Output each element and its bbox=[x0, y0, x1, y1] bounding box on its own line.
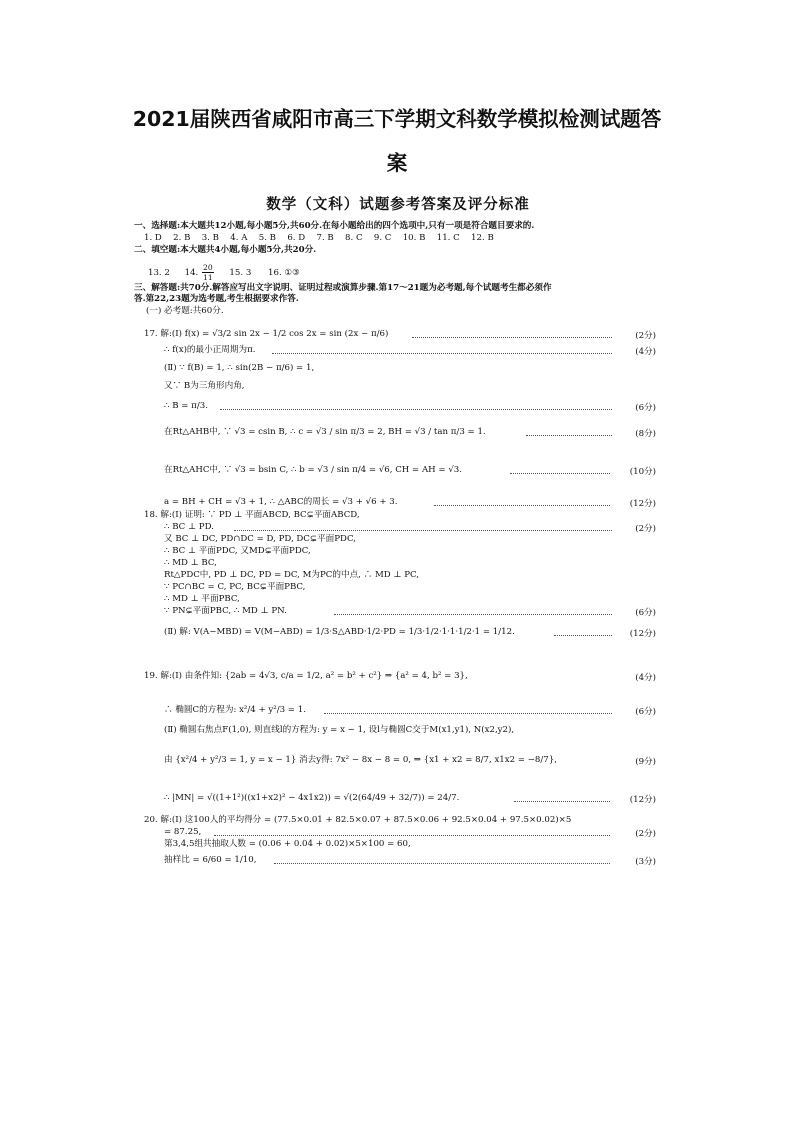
q18-line-7: ∵ PC∩BC = C, PC, BC⊊平面PBC, bbox=[164, 582, 306, 592]
q18-score-10: (12分) bbox=[629, 629, 656, 639]
answer-14-label: 14. bbox=[184, 268, 199, 278]
q18-line-2: ∴ BC ⊥ PD. bbox=[164, 522, 214, 532]
q17-score-2: (4分) bbox=[635, 347, 656, 357]
answer-16: 16. ①③ bbox=[268, 268, 300, 278]
leader-dots bbox=[510, 473, 610, 474]
page-title: 2021届陕西省咸阳市高三下学期文科数学模拟检测试题答 bbox=[132, 107, 662, 131]
leader-dots bbox=[526, 435, 612, 436]
q18-line-9: ∵ PN⊊平面PBC, ∴ MD ⊥ PN. bbox=[164, 606, 287, 616]
q17-score-6: (8分) bbox=[635, 429, 656, 439]
q17-line-5: ∴ B = π/3. bbox=[164, 401, 208, 411]
leader-dots bbox=[554, 635, 612, 636]
section-1-heading: 一、选择题:本大题共12小题,每小题5分,共60分.在每小题给出的四个选项中,只有一项是符合题目要求的. bbox=[134, 221, 535, 231]
q18-line-1: 18. 解:(Ⅰ) 证明: ∵ PD ⊥ 平面ABCD, BC⊊平面ABCD, bbox=[144, 510, 360, 520]
q18-line-10: (Ⅱ) 解: V(A−MBD) = V(M−ABD) = 1/3·S△ABD·1/2·PD = 1/3·1/2·1·1·1/2·1 = 1/12. bbox=[164, 627, 515, 637]
choice-answers: 1. D 2. B 3. B 4. A 5. B 6. D 7. B 8. C 9. C 10. B 11. C 12. B bbox=[144, 233, 494, 243]
q18-score-2: (2分) bbox=[635, 524, 656, 534]
q17-line-8: a = BH + CH = √3 + 1, ∴ △ABC的周长 = √3 + √6 + 3. bbox=[164, 497, 398, 507]
q17-line-2: ∴ f(x)的最小正周期为π. bbox=[164, 345, 256, 355]
answer-15: 15. 3 bbox=[229, 268, 252, 278]
q20-line-3: 第3,4,5组共抽取人数 = (0.06 + 0.04 + 0.02)×5×100 = 60, bbox=[164, 839, 411, 849]
leader-dots bbox=[334, 614, 612, 615]
q18-line-5: ∴ MD ⊥ BC, bbox=[164, 558, 217, 568]
q18-line-6: Rt△PDC中, PD ⊥ DC, PD = DC, M为PC的中点, ∴ MD ⊥ PC, bbox=[164, 570, 419, 580]
section-2-heading: 二、填空题:本大题共4小题,每小题5分,共20分. bbox=[134, 245, 317, 255]
q17-score-1: (2分) bbox=[635, 331, 656, 341]
q17-line-7: 在Rt△AHC中, ∵ √3 = bsin C, ∴ b = √3 / sin π/4 = √6, CH = AH = √3. bbox=[164, 465, 462, 475]
leader-dots bbox=[514, 801, 610, 802]
section-3-heading-cont: 答.第22,23题为选考题,考生根据要求作答. bbox=[134, 294, 299, 304]
q17-line-6: 在Rt△AHB中, ∵ √3 = csin B, ∴ c = √3 / sin π/3 = 2, BH = √3 / tan π/3 = 1. bbox=[164, 427, 486, 437]
q18-line-8: ∴ MD ⊥ 平面PBC, bbox=[164, 594, 240, 604]
answer-13: 13. 2 bbox=[148, 268, 170, 278]
q17-line-4: 又∵ B为三角形内角, bbox=[164, 381, 245, 391]
q19-line-3: (Ⅱ) 椭圆右焦点F(1,0), 则直线l的方程为: y = x − 1, 设l与椭圆C交于M(x1,y1), N(x2,y2), bbox=[164, 725, 515, 735]
q20-score-2: (2分) bbox=[635, 829, 656, 839]
q17-score-8: (12分) bbox=[629, 499, 656, 509]
fill-answers bbox=[148, 263, 300, 282]
q19-line-5: ∴ |MN| = √((1+1²)((x1+x2)² − 4x1x2)) = √(2(64/49 + 32/7)) = 24/7. bbox=[164, 793, 460, 803]
q20-line-4: 抽样比 = 6/60 = 1/10, bbox=[164, 855, 257, 865]
q19-score-1: (4分) bbox=[635, 673, 656, 683]
q20-line-2: = 87.25, bbox=[164, 827, 202, 837]
required-part-label: (一) 必考题:共60分. bbox=[146, 306, 224, 316]
answer-14-fraction: $\frac{20}{11}$ bbox=[203, 263, 213, 282]
q18-line-4: ∴ BC ⊥ 平面PDC, 又MD⊊平面PDC, bbox=[164, 546, 311, 556]
leader-dots bbox=[272, 353, 612, 354]
leader-dots bbox=[214, 835, 610, 836]
q20-score-4: (3分) bbox=[635, 857, 656, 867]
q19-score-2: (6分) bbox=[635, 707, 656, 717]
q19-score-4: (9分) bbox=[635, 757, 656, 767]
q19-line-1: 19. 解:(Ⅰ) 由条件知: {2ab = 4√3, c/a = 1/2, a² = b² + c²} ⇒ {a² = 4, b² = 3}, bbox=[144, 671, 468, 681]
q17-score-7: (10分) bbox=[629, 467, 656, 477]
leader-dots bbox=[220, 409, 612, 410]
q19-line-2: ∴ 椭圆C的方程为: x²/4 + y²/3 = 1. bbox=[164, 705, 306, 715]
leader-dots bbox=[274, 863, 610, 864]
q18-line-3: 又 BC ⊥ DC, PD∩DC = D, PD, DC⊊平面PDC, bbox=[164, 534, 356, 544]
leader-dots bbox=[234, 530, 612, 531]
leader-dots bbox=[324, 713, 612, 714]
q17-line-1: 17. 解:(Ⅰ) f(x) = √3/2 sin 2x − 1/2 cos 2x = sin (2x − π/6) bbox=[144, 329, 389, 339]
q17-line-3: (Ⅱ) ∵ f(B) = 1, ∴ sin(2B − π/6) = 1, bbox=[164, 363, 315, 373]
q17-score-5: (6分) bbox=[635, 403, 656, 413]
answer-key-heading: 数学（文科）试题参考答案及评分标准 bbox=[266, 197, 530, 213]
section-3-heading: 三、解答题:共70分.解答应写出文字说明、证明过程或演算步骤.第17～21题为必考题,每个试题考生都必须作 bbox=[134, 283, 552, 293]
leader-dots bbox=[412, 337, 612, 338]
q19-score-5: (12分) bbox=[629, 795, 656, 805]
leader-dots bbox=[434, 505, 610, 506]
q20-line-1: 20. 解:(Ⅰ) 这100人的平均得分 = (77.5×0.01 + 82.5×0.07 + 87.5×0.06 + 92.5×0.04 + 97.5×0.02)×5 bbox=[144, 815, 572, 825]
q19-line-4: 由 {x²/4 + y²/3 = 1, y = x − 1} 消去y得: 7x² − 8x − 8 = 0, ⇒ {x1 + x2 = 8/7, x1x2 = −8/7}, bbox=[164, 755, 557, 765]
q18-score-9: (6分) bbox=[635, 608, 656, 618]
scanned-answer-sheet bbox=[134, 187, 662, 867]
page-title-continued: 案 bbox=[386, 151, 408, 175]
